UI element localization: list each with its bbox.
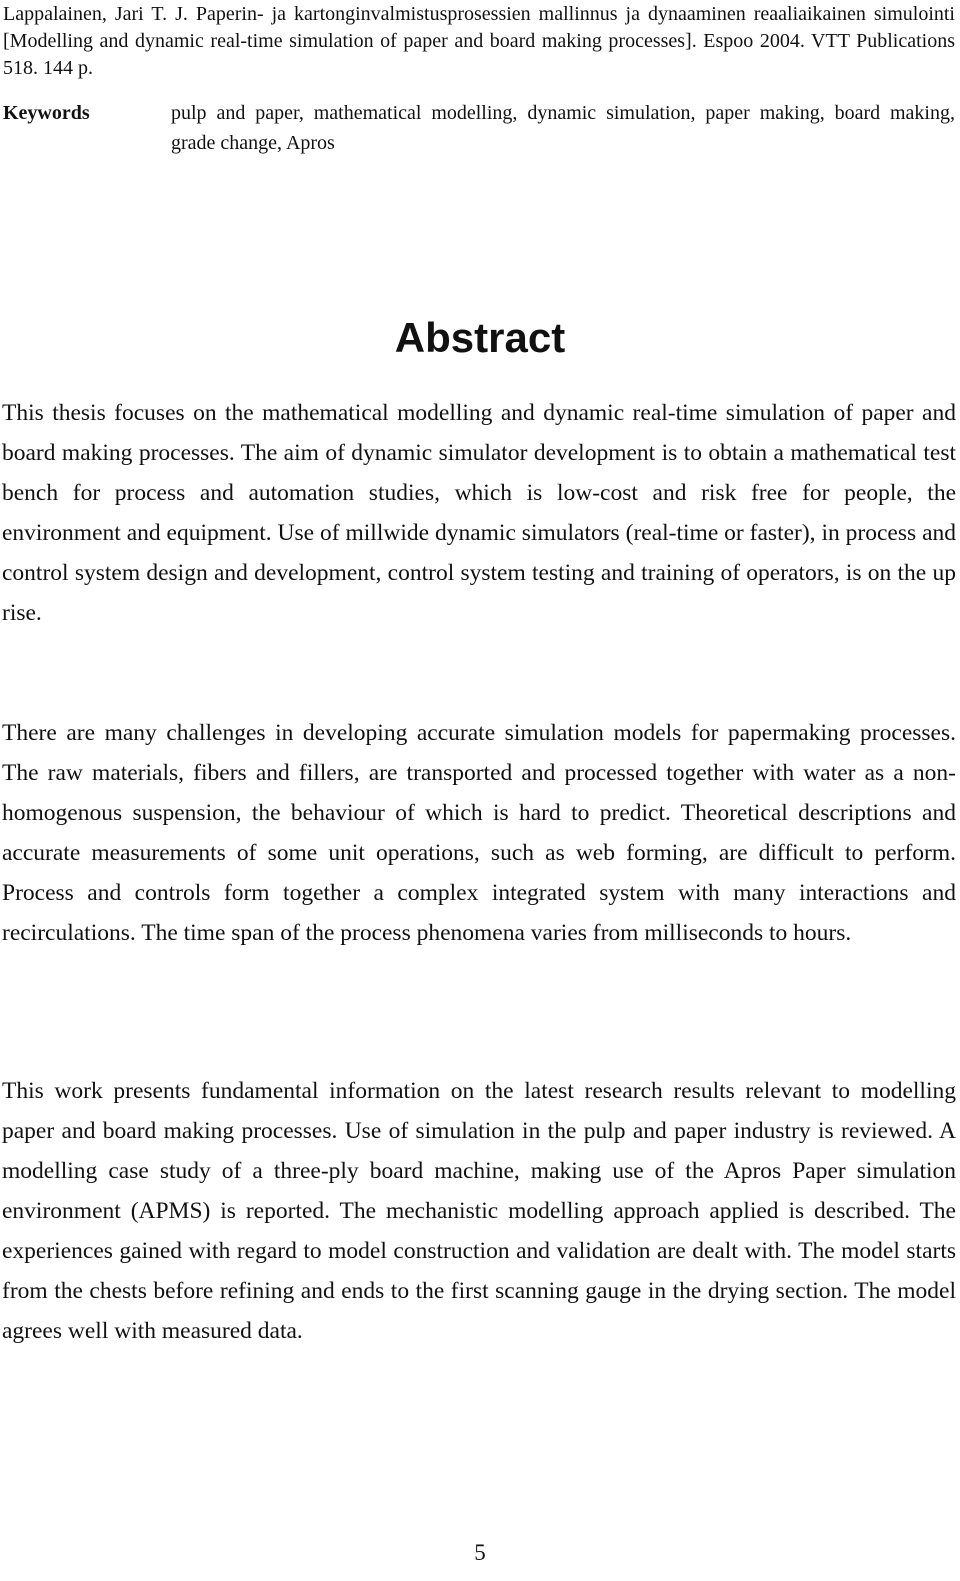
abstract-paragraph-3: This work presents fundamental information on the latest research results relevant to modelling paper and board making processes. Use of simulation in the pulp and paper industry is reviewed. A modelling case study of a three-ply board machine, making use of the Apros Paper simulation environment (APMS) is reported. The mechanistic modelling approach applied is described. The experiences gained with regard to model construction and validation are dealt with. The model starts from the chests before refining and ends to the first scanning gauge in the drying section. The model agrees well with measured data. (2, 1078, 956, 1344)
keywords-label: Keywords (3, 102, 90, 124)
keywords-text: pulp and paper, mathematical modelling, dynamic simulation, paper making, board making, grade change, Apros (171, 102, 955, 154)
citation: Lappalainen, Jari T. J. Paperin- ja kartonginvalmistusprosessien mallinnus ja dynaaminen reaaliaikainen simulointi [Modelling and dynamic real-time simulation of paper and board making processes]. Espoo 2004. VTT Publications 518. 144 p. (3, 3, 955, 79)
page-number: 5 (474, 1540, 486, 1565)
abstract-title: Abstract (394, 314, 566, 361)
abstract-paragraph-2: There are many challenges in developing accurate simulation models for papermaking processes. The raw materials, fibers and fillers, are transported and processed together with water as a non-homogenous suspension, the behaviour of which is hard to predict. Theoretical descriptions and accurate measurements of some unit operations, such as web forming, are difficult to perform. Process and controls form together a complex integrated system with many interactions and recirculations. The time span of the process phenomena varies from milliseconds to hours. (2, 720, 956, 946)
abstract-paragraph-1: This thesis focuses on the mathematical modelling and dynamic real-time simulation of paper and board making processes. The aim of dynamic simulator development is to obtain a mathematical test bench for process and automation studies, which is low-cost and risk free for people, the environment and equipment. Use of millwide dynamic simulators (real-time or faster), in process and control system design and development, control system testing and training of operators, is on the up rise. (2, 400, 956, 626)
